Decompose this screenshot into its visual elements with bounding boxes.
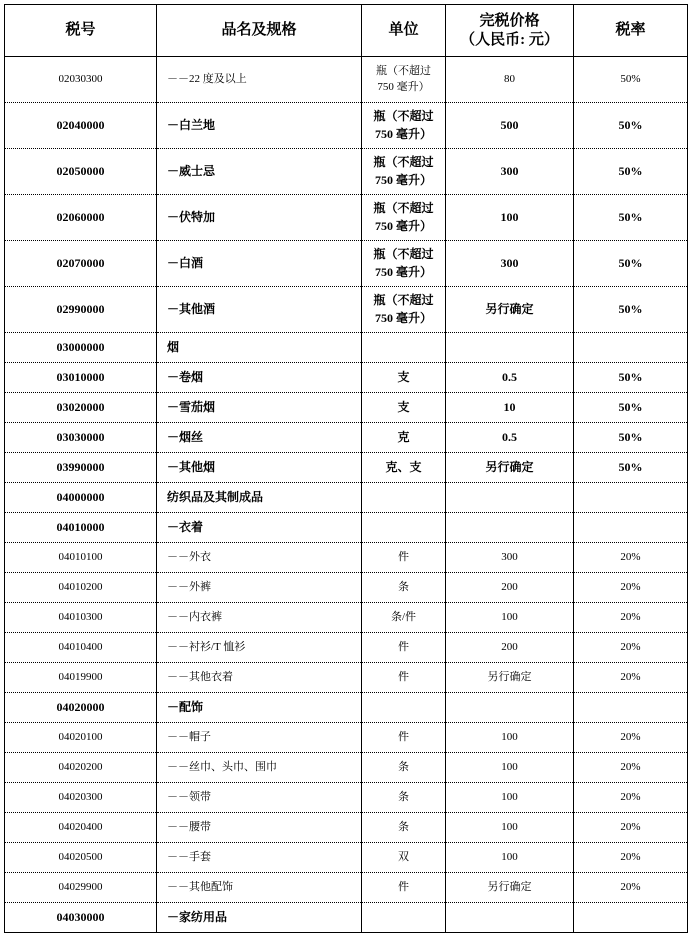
cell-unit: 条 [362, 783, 446, 813]
cell-unit [362, 333, 446, 363]
cell-tax-rate: 20% [574, 723, 688, 753]
cell-tax-rate: 50% [574, 57, 688, 103]
cell-unit: 件 [362, 873, 446, 903]
table-row [5, 843, 688, 873]
table-row [5, 103, 688, 149]
table-row [5, 453, 688, 483]
cell-item-name: －－其他衣着 [157, 663, 362, 693]
cell-tax-code: 04010100 [5, 543, 157, 573]
table-row [5, 723, 688, 753]
cell-tax-rate: 20% [574, 633, 688, 663]
tariff-table [4, 4, 688, 933]
cell-item-name: －家纺用品 [157, 903, 362, 933]
cell-duty-paid-price: 另行确定 [446, 287, 574, 333]
cell-duty-paid-price [446, 483, 574, 513]
cell-duty-paid-price: 另行确定 [446, 453, 574, 483]
cell-duty-paid-price: 80 [446, 57, 574, 103]
cell-item-name: －白兰地 [157, 103, 362, 149]
cell-tax-code: 04020500 [5, 843, 157, 873]
document-page [0, 4, 691, 948]
cell-item-name: －－领带 [157, 783, 362, 813]
cell-item-name: 烟 [157, 333, 362, 363]
cell-unit [362, 903, 446, 933]
cell-item-name: －－帽子 [157, 723, 362, 753]
cell-tax-code: 02060000 [5, 195, 157, 241]
cell-tax-code: 04010200 [5, 573, 157, 603]
cell-item-name: －雪茄烟 [157, 393, 362, 423]
cell-tax-rate: 20% [574, 543, 688, 573]
cell-unit [362, 513, 446, 543]
cell-tax-rate: 20% [574, 753, 688, 783]
table-body [5, 57, 688, 933]
cell-unit [362, 287, 446, 333]
cell-unit [362, 241, 446, 287]
cell-tax-rate: 20% [574, 843, 688, 873]
cell-tax-code: 04010000 [5, 513, 157, 543]
cell-tax-rate: 50% [574, 103, 688, 149]
cell-unit: 条 [362, 753, 446, 783]
cell-item-name: －－外衣 [157, 543, 362, 573]
cell-item-name: －烟丝 [157, 423, 362, 453]
cell-unit: 双 [362, 843, 446, 873]
cell-tax-code: 04030000 [5, 903, 157, 933]
cell-tax-code: 04000000 [5, 483, 157, 513]
cell-tax-code: 02990000 [5, 287, 157, 333]
cell-duty-paid-price: 300 [446, 149, 574, 195]
cell-tax-rate [574, 483, 688, 513]
table-row [5, 483, 688, 513]
cell-duty-paid-price: 300 [446, 543, 574, 573]
cell-tax-code: 04010400 [5, 633, 157, 663]
cell-tax-rate: 50% [574, 241, 688, 287]
cell-unit: 件 [362, 633, 446, 663]
table-row [5, 333, 688, 363]
table-row [5, 813, 688, 843]
column-header-name: 品名及规格 [157, 5, 362, 57]
cell-duty-paid-price [446, 513, 574, 543]
cell-item-name: －－衬衫/T 恤衫 [157, 633, 362, 663]
cell-item-name: －其他酒 [157, 287, 362, 333]
cell-unit: 支 [362, 363, 446, 393]
cell-tax-rate: 50% [574, 287, 688, 333]
cell-tax-code: 03020000 [5, 393, 157, 423]
cell-item-name: －－丝巾、头巾、围巾 [157, 753, 362, 783]
table-row [5, 57, 688, 103]
cell-tax-code: 03000000 [5, 333, 157, 363]
column-header-price [446, 5, 574, 57]
cell-item-name: －衣着 [157, 513, 362, 543]
table-row [5, 873, 688, 903]
cell-duty-paid-price [446, 693, 574, 723]
cell-tax-rate: 50% [574, 149, 688, 195]
cell-duty-paid-price: 100 [446, 723, 574, 753]
cell-tax-rate: 50% [574, 195, 688, 241]
cell-duty-paid-price: 100 [446, 603, 574, 633]
cell-item-name: －－外裤 [157, 573, 362, 603]
cell-tax-code: 04020200 [5, 753, 157, 783]
cell-duty-paid-price: 100 [446, 813, 574, 843]
cell-unit: 件 [362, 663, 446, 693]
cell-tax-code: 02070000 [5, 241, 157, 287]
table-row [5, 663, 688, 693]
cell-tax-rate: 20% [574, 573, 688, 603]
cell-tax-code: 04010300 [5, 603, 157, 633]
table-row [5, 573, 688, 603]
cell-tax-rate [574, 513, 688, 543]
table-row [5, 783, 688, 813]
table-row [5, 241, 688, 287]
table-row [5, 603, 688, 633]
cell-unit-line2: 750 毫升） [374, 172, 432, 187]
cell-tax-rate [574, 333, 688, 363]
cell-duty-paid-price: 200 [446, 573, 574, 603]
cell-duty-paid-price: 100 [446, 753, 574, 783]
cell-item-name: －配饰 [157, 693, 362, 723]
cell-item-name: －－内衣裤 [157, 603, 362, 633]
cell-tax-code: 04029900 [5, 873, 157, 903]
column-header-unit: 单位 [362, 5, 446, 57]
cell-unit-line2: 750 毫升） [377, 80, 430, 93]
cell-unit-line1: 瓶（不超过 [373, 293, 434, 308]
cell-tax-code: 02030300 [5, 57, 157, 103]
table-row [5, 753, 688, 783]
cell-tax-rate: 50% [574, 363, 688, 393]
cell-duty-paid-price: 100 [446, 195, 574, 241]
header-row [5, 5, 688, 57]
cell-duty-paid-price: 100 [446, 843, 574, 873]
cell-tax-rate: 20% [574, 783, 688, 813]
cell-unit: 条 [362, 573, 446, 603]
cell-tax-code: 03010000 [5, 363, 157, 393]
cell-unit: 支 [362, 393, 446, 423]
table-row [5, 287, 688, 333]
cell-item-name: －其他烟 [157, 453, 362, 483]
cell-tax-code: 04019900 [5, 663, 157, 693]
table-row [5, 903, 688, 933]
cell-duty-paid-price: 0.5 [446, 423, 574, 453]
cell-duty-paid-price: 200 [446, 633, 574, 663]
cell-unit-line1: 瓶（不超过 [373, 109, 434, 124]
cell-unit: 条 [362, 813, 446, 843]
table-row [5, 543, 688, 573]
cell-tax-rate: 50% [574, 393, 688, 423]
column-header-code: 税号 [5, 5, 157, 57]
cell-tax-rate: 50% [574, 423, 688, 453]
column-header-rate: 税率 [574, 5, 688, 57]
table-row [5, 513, 688, 543]
cell-unit [362, 195, 446, 241]
cell-duty-paid-price: 300 [446, 241, 574, 287]
cell-item-name: －威士忌 [157, 149, 362, 195]
cell-item-name: －卷烟 [157, 363, 362, 393]
cell-duty-paid-price [446, 333, 574, 363]
cell-unit: 克 [362, 423, 446, 453]
cell-item-name: －白酒 [157, 241, 362, 287]
cell-item-name: －－手套 [157, 843, 362, 873]
cell-unit-line1: 瓶（不超过 [376, 64, 431, 77]
column-header-price-line2: （人民币: 元） [460, 31, 559, 48]
cell-duty-paid-price [446, 903, 574, 933]
table-row [5, 393, 688, 423]
cell-unit [362, 149, 446, 195]
cell-unit: 件 [362, 723, 446, 753]
cell-tax-rate: 20% [574, 663, 688, 693]
cell-unit [362, 693, 446, 723]
cell-tax-code: 04020000 [5, 693, 157, 723]
cell-unit: 件 [362, 543, 446, 573]
table-row [5, 693, 688, 723]
cell-item-name: －－其他配饰 [157, 873, 362, 903]
cell-tax-rate [574, 693, 688, 723]
cell-item-name: －－腰带 [157, 813, 362, 843]
cell-duty-paid-price: 另行确定 [446, 663, 574, 693]
cell-item-name: －－22 度及以上 [157, 57, 362, 103]
table-row [5, 423, 688, 453]
cell-unit [362, 57, 446, 103]
table-header [5, 5, 688, 57]
cell-unit-line2: 750 毫升） [374, 218, 432, 233]
cell-tax-code: 04020400 [5, 813, 157, 843]
table-row [5, 363, 688, 393]
cell-tax-rate [574, 903, 688, 933]
cell-tax-code: 02040000 [5, 103, 157, 149]
table-row [5, 195, 688, 241]
cell-duty-paid-price: 500 [446, 103, 574, 149]
cell-duty-paid-price: 0.5 [446, 363, 574, 393]
cell-duty-paid-price: 10 [446, 393, 574, 423]
cell-unit [362, 103, 446, 149]
cell-unit-line1: 瓶（不超过 [373, 155, 434, 170]
cell-item-name: －伏特加 [157, 195, 362, 241]
cell-tax-code: 04020300 [5, 783, 157, 813]
cell-unit [362, 483, 446, 513]
cell-tax-code: 04020100 [5, 723, 157, 753]
cell-duty-paid-price: 另行确定 [446, 873, 574, 903]
cell-unit-line2: 750 毫升） [374, 310, 432, 325]
column-header-price-line1: 完税价格 [479, 12, 540, 29]
cell-unit-line2: 750 毫升） [374, 264, 432, 279]
cell-tax-rate: 20% [574, 813, 688, 843]
cell-unit-line1: 瓶（不超过 [373, 201, 434, 216]
table-row [5, 633, 688, 663]
cell-unit: 克、支 [362, 453, 446, 483]
cell-tax-code: 03990000 [5, 453, 157, 483]
cell-tax-rate: 50% [574, 453, 688, 483]
cell-unit: 条/件 [362, 603, 446, 633]
cell-unit-line2: 750 毫升） [374, 126, 432, 141]
cell-unit-line1: 瓶（不超过 [373, 247, 434, 262]
cell-tax-rate: 20% [574, 873, 688, 903]
cell-tax-rate: 20% [574, 603, 688, 633]
table-row [5, 149, 688, 195]
cell-item-name: 纺织品及其制成品 [157, 483, 362, 513]
cell-tax-code: 03030000 [5, 423, 157, 453]
cell-duty-paid-price: 100 [446, 783, 574, 813]
cell-tax-code: 02050000 [5, 149, 157, 195]
